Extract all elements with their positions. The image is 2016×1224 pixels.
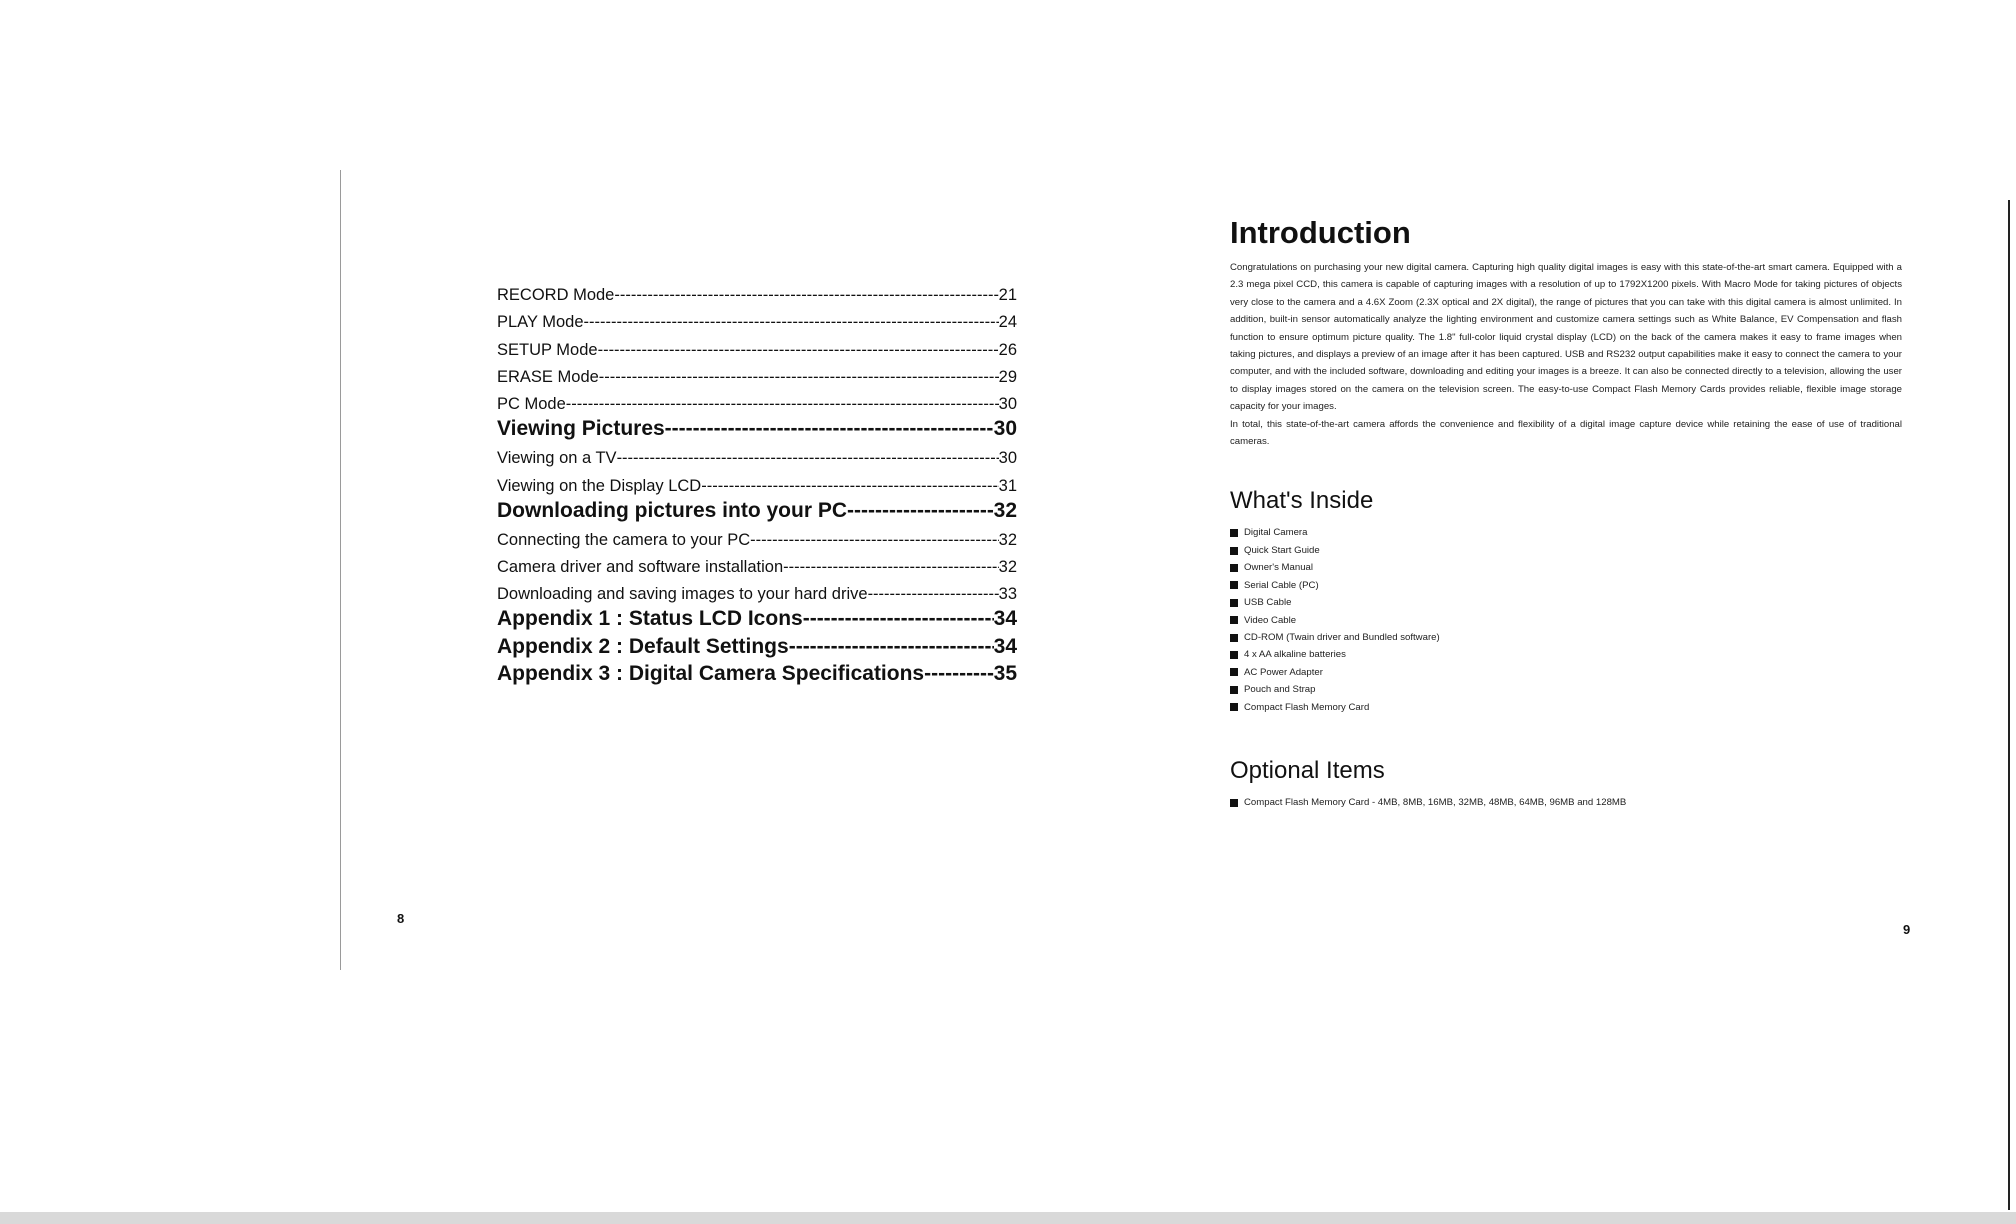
inside-item-text: CD-ROM (Twain driver and Bundled software) bbox=[1244, 631, 1440, 643]
left-margin-line bbox=[340, 170, 341, 970]
toc-leader-dashes bbox=[783, 558, 999, 577]
toc-entry-label: Viewing on a TV bbox=[497, 449, 617, 468]
toc-entry-page: 32 bbox=[993, 498, 1017, 522]
toc-leader-dashes bbox=[803, 607, 994, 631]
right-page bbox=[1230, 215, 1902, 811]
inside-item-text: Video Cable bbox=[1244, 614, 1297, 626]
toc-entry-label: PLAY Mode bbox=[497, 313, 584, 332]
toc-entry bbox=[497, 577, 1017, 604]
toc-leader-dashes bbox=[847, 499, 994, 523]
right-edge-line bbox=[2008, 200, 2010, 1210]
introduction-body bbox=[1230, 259, 1902, 450]
inside-item bbox=[1230, 681, 1902, 698]
square-bullet-icon bbox=[1230, 686, 1238, 694]
toc-entry-page: 21 bbox=[998, 286, 1017, 305]
toc-entry bbox=[497, 414, 1017, 441]
inside-item-text: USB Cable bbox=[1244, 597, 1292, 609]
scan-bottom-band bbox=[0, 1212, 2016, 1224]
toc-entry bbox=[497, 468, 1017, 495]
introduction-title: Introduction bbox=[1230, 215, 1411, 250]
toc-leader-dashes bbox=[598, 341, 999, 360]
square-bullet-icon bbox=[1230, 581, 1238, 589]
whats-inside-list bbox=[1230, 524, 1902, 715]
toc-entry bbox=[497, 659, 1017, 686]
square-bullet-icon bbox=[1230, 703, 1238, 711]
square-bullet-icon bbox=[1230, 599, 1238, 607]
inside-item-text: Compact Flash Memory Card bbox=[1244, 701, 1370, 713]
toc-entry-page: 30 bbox=[998, 394, 1017, 413]
toc-entry-page: 33 bbox=[998, 585, 1017, 604]
optional-item-text: Compact Flash Memory Card - 4MB, 8MB, 16MB, 32MB, 48MB, 64MB, 96MB and 128MB bbox=[1244, 796, 1627, 808]
intro-paragraph: In total, this state-of-the-art camera affords the convenience and flexibility of a digital image capture device while retaining the ease of use of traditional cameras. bbox=[1230, 418, 1902, 448]
square-bullet-icon bbox=[1230, 616, 1238, 624]
toc-entry-label: Appendix 1 : Status LCD Icons bbox=[497, 607, 803, 631]
toc-entry bbox=[497, 278, 1017, 305]
inside-item bbox=[1230, 699, 1902, 716]
toc-entry bbox=[497, 360, 1017, 387]
square-bullet-icon bbox=[1230, 668, 1238, 676]
left-page-number: 8 bbox=[397, 911, 405, 926]
toc-entry bbox=[497, 550, 1017, 577]
toc-entry-label: Viewing Pictures bbox=[497, 417, 665, 441]
inside-item bbox=[1230, 559, 1902, 576]
toc-entry-label: Downloading pictures into your PC bbox=[497, 498, 848, 522]
optional-item bbox=[1230, 794, 1902, 811]
toc-entry bbox=[497, 631, 1017, 658]
inside-item bbox=[1230, 646, 1902, 663]
toc-leader-dashes bbox=[614, 286, 998, 305]
toc-entry bbox=[497, 604, 1017, 631]
toc-entry-label: Camera driver and software installation bbox=[497, 558, 784, 577]
inside-item bbox=[1230, 577, 1902, 594]
toc-entry-page: 31 bbox=[998, 476, 1017, 495]
inside-item bbox=[1230, 542, 1902, 559]
toc-leader-dashes bbox=[701, 477, 998, 496]
toc-entry-label: Appendix 3 : Digital Camera Specifications bbox=[497, 661, 925, 685]
toc-entry bbox=[497, 387, 1017, 414]
inside-item bbox=[1230, 664, 1902, 681]
table-of-contents bbox=[497, 278, 1017, 686]
toc-leader-dashes bbox=[924, 662, 994, 686]
toc-entry-page: 34 bbox=[993, 607, 1017, 631]
toc-entry-label: ERASE Mode bbox=[497, 367, 599, 386]
square-bullet-icon bbox=[1230, 529, 1238, 537]
toc-entry-label: RECORD Mode bbox=[497, 286, 615, 305]
toc-leader-dashes bbox=[617, 449, 999, 468]
toc-entry-page: 35 bbox=[993, 661, 1017, 685]
toc-entry-page: 24 bbox=[998, 313, 1017, 332]
toc-entry-page: 30 bbox=[993, 417, 1017, 441]
inside-item-text: Pouch and Strap bbox=[1244, 684, 1316, 696]
toc-leader-dashes bbox=[665, 417, 994, 441]
toc-entry-page: 32 bbox=[998, 558, 1017, 577]
inside-item-text: Digital Camera bbox=[1244, 527, 1308, 539]
toc-leader-dashes bbox=[566, 395, 999, 414]
inside-item bbox=[1230, 594, 1902, 611]
square-bullet-icon bbox=[1230, 799, 1238, 807]
toc-leader-dashes bbox=[789, 635, 994, 659]
toc-entry-page: 34 bbox=[993, 634, 1017, 658]
toc-entry bbox=[497, 441, 1017, 468]
toc-entry bbox=[497, 332, 1017, 359]
toc-entry-label: Connecting the camera to your PC bbox=[497, 530, 751, 549]
inside-item bbox=[1230, 629, 1902, 646]
toc-entry-label: Appendix 2 : Default Settings bbox=[497, 634, 789, 658]
square-bullet-icon bbox=[1230, 547, 1238, 555]
optional-items-title: Optional Items bbox=[1230, 756, 1385, 784]
square-bullet-icon bbox=[1230, 634, 1238, 642]
toc-entry bbox=[497, 496, 1017, 523]
inside-item-text: Quick Start Guide bbox=[1244, 544, 1320, 556]
toc-entry-page: 30 bbox=[998, 449, 1017, 468]
square-bullet-icon bbox=[1230, 564, 1238, 572]
inside-item bbox=[1230, 612, 1902, 629]
optional-items-list bbox=[1230, 794, 1902, 811]
toc-leader-dashes bbox=[750, 531, 999, 550]
toc-leader-dashes bbox=[584, 313, 999, 332]
inside-item-text: AC Power Adapter bbox=[1244, 666, 1323, 678]
whats-inside-title: What's Inside bbox=[1230, 487, 1374, 515]
toc-entry-label: Downloading and saving images to your hard drive bbox=[497, 585, 868, 604]
inside-item-text: Owner's Manual bbox=[1244, 562, 1314, 574]
right-page-number: 9 bbox=[1903, 922, 1911, 937]
toc-entry bbox=[497, 305, 1017, 332]
inside-item bbox=[1230, 524, 1902, 541]
inside-item-text: 4 x AA alkaline batteries bbox=[1244, 649, 1346, 661]
intro-paragraph: Congratulations on purchasing your new digital camera. Capturing high quality digital images is easy with this state-of-the-art smart camera. Equipped with a 2.3 mega pixel CCD, this camera is capable of capturing images with a resolution of up to 1792X1200 pixels. With Macro Mode for taking pictures of objects very close to the camera and a 4.6X Zoom (2.3X optical and 2X digital), the range of pictures that you can take with this digital camera is almost unlimited. In addition, built-in sensor automatically analyze the lighting environment and customize camera settings such as White Balance, EV Compensation and flash function to ensure optimum picture quality. The 1.8" full-color liquid crystal display (LCD) on the back of the camera makes it easy to frame images when taking pictures, and displays a preview of an image after it has been captured. USB and RS232 output capabilities make it easy to connect the camera to your computer, and with the included software, downloading and editing your images is a breeze. It can also be connected directly to a television, allowing the user to display images stored on the camera on the television screen. The easy-to-use Compact Flash Memory Cards provides reliable, flexible image storage capacity for your images. bbox=[1230, 262, 1902, 413]
toc-leader-dashes bbox=[868, 585, 999, 604]
toc-entry-page: 29 bbox=[998, 367, 1017, 386]
square-bullet-icon bbox=[1230, 651, 1238, 659]
toc-entry-label: SETUP Mode bbox=[497, 340, 598, 359]
toc-entry-page: 32 bbox=[998, 530, 1017, 549]
toc-entry bbox=[497, 523, 1017, 550]
toc-entry-page: 26 bbox=[998, 340, 1017, 359]
toc-leader-dashes bbox=[599, 368, 999, 387]
inside-item-text: Serial Cable (PC) bbox=[1244, 579, 1319, 591]
toc-entry-label: Viewing on the Display LCD bbox=[497, 476, 702, 495]
toc-entry-label: PC Mode bbox=[497, 394, 566, 413]
